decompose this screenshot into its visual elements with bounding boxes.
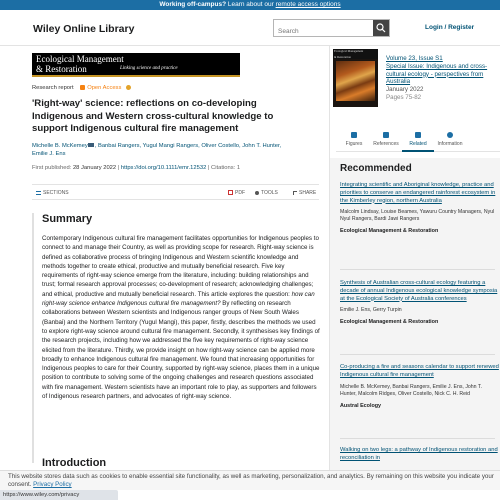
related-icon bbox=[415, 132, 421, 138]
list-item bbox=[340, 447, 500, 463]
journal-tagline: Linking science and practice bbox=[120, 66, 178, 71]
special-issue-link[interactable]: Special Issue: Indigenous and cross-cultural ecology - perspectives from Australia bbox=[386, 62, 488, 86]
tab-information[interactable] bbox=[434, 130, 466, 152]
recommended-title-link[interactable]: Co-producing a fire and seasons calendar to support renewed Indigenous cultural fire management bbox=[340, 364, 499, 378]
tab-label: Related bbox=[409, 141, 427, 147]
publication-info bbox=[32, 165, 240, 171]
figures-icon bbox=[351, 132, 357, 138]
cookie-text: This website stores data such as cookies to enable essential site functionality, as well as marketing, personalization, and analytics. By remaining on this website you indicate your consent. bbox=[8, 473, 494, 488]
share-icon bbox=[293, 191, 297, 195]
offcampus-text: Learn about our bbox=[226, 1, 276, 8]
recommended-authors: Emilie J. Ens, Gerry Turpin bbox=[340, 307, 402, 314]
search-input[interactable] bbox=[274, 24, 372, 40]
journal-title-line2: & Restoration bbox=[36, 64, 87, 74]
issue-cover[interactable] bbox=[333, 49, 378, 107]
recommended-title-link[interactable]: Walking on two legs: a pathway of Indigenous restoration and reconciliation in bbox=[340, 447, 498, 461]
wrench-icon bbox=[255, 191, 259, 195]
summary-heading: Summary bbox=[42, 213, 93, 225]
information-icon bbox=[447, 132, 453, 138]
cover-image bbox=[336, 61, 375, 101]
list-item bbox=[340, 182, 500, 234]
browser-status-url: https://www.wiley.com/privacy bbox=[0, 490, 118, 500]
article-meta bbox=[32, 85, 131, 91]
share-button[interactable] bbox=[293, 190, 316, 196]
author-list: Michelle B. McKemey , Banbai Rangers, Yugul Mangi Rangers, Oliver Costello, John T. Hunter, Emilie J. Ens bbox=[32, 143, 282, 157]
summary-part1: Contemporary Indigenous cultural fire management facilitates opportunities for Indigenous peoples to connect to and manage their Country, as well as providing scope for research. Right-way science is defined as collaborative process of bringing Indigenous and Western scientific knowledge and methods together to create ethical, productive and mutually beneficial research. Five key requirements of right-way science emerge from the literature, including: building relationships and trust; formal research approval processes; co-development of research; acknowledging challenges; and ethical, productive and mutually beneficial research. This article explores the question: bbox=[42, 235, 319, 298]
badge-icon bbox=[126, 85, 131, 90]
recommended-journal: Austral Ecology bbox=[340, 402, 382, 409]
author-link[interactable]: Banbai Rangers bbox=[97, 143, 140, 149]
recommended-title-link[interactable]: Synthesis of Australian cross-cultural ecology featuring a decade of annual Indigenous ecological knowledge symposia at the Ecological Society of Australia conferences bbox=[340, 280, 498, 302]
remote-access-banner bbox=[0, 0, 500, 10]
recommended-journal: Ecological Management & Restoration bbox=[340, 319, 439, 326]
divider bbox=[340, 269, 495, 270]
cover-title-line2: & Restoration bbox=[334, 54, 351, 59]
tab-label: Information bbox=[437, 141, 463, 147]
journal-title bbox=[36, 54, 124, 74]
summary-part2: By reflecting on research collaborations between Western scientists and Indigenous ranger groups of New South Wales (Banbai) and the Northern Territory (Yugul Mangi), this paper, firstly, describes the methods we used to explore right-way science around cultural fire management. Secondly, it synthesises key findings of the research projects, including how we addressed the five key requirements of right-way science elicited from the literature. Thirdly, we provide insight on how right-way science can be applied more broadly to enhance Indigenous cultural fire management. We found that increasing opportunities for Indigenous peoples to care for their Country, supported by right-way science, places them in a unique position to contribute to solving some of the ongoing challenges and research questions associated with fire management. Western scientists have an important role to play, as supporters and followers of Indigenous research partners, and advocates of right-way science. bbox=[42, 300, 320, 401]
first-published-label: First published: bbox=[32, 165, 72, 171]
recommended-journal: Ecological Management & Restoration bbox=[340, 228, 439, 235]
remote-access-link[interactable]: remote access options bbox=[275, 1, 341, 8]
search-box bbox=[273, 19, 390, 37]
recommended-title-link[interactable]: Integrating scientific and Aboriginal knowledge, practice and priorities to conserve an endangered rainforest ecosystem in the Kimberley region, northern Australia bbox=[340, 182, 496, 204]
issue-info bbox=[386, 55, 496, 102]
section-indicator bbox=[32, 213, 34, 463]
cookie-notice bbox=[0, 470, 500, 490]
author-link[interactable]: Oliver Costello bbox=[201, 143, 240, 149]
summary-text bbox=[42, 234, 320, 401]
issue-date: January 2022 bbox=[386, 86, 424, 94]
introduction-heading: Introduction bbox=[42, 457, 107, 469]
sidebar-tabs bbox=[336, 130, 500, 152]
summary-question: how can right-way science enhance Indigenous cultural fire management? bbox=[42, 290, 315, 308]
references-icon bbox=[383, 132, 389, 138]
divider bbox=[340, 438, 495, 439]
recommended-heading: Recommended bbox=[340, 163, 412, 174]
offcampus-label: Working off-campus? bbox=[159, 1, 227, 8]
tab-label: References bbox=[373, 141, 399, 147]
divider bbox=[340, 354, 495, 355]
sections-label: SECTIONS bbox=[43, 190, 69, 196]
pdf-button[interactable] bbox=[228, 190, 245, 196]
separator: | bbox=[117, 165, 121, 171]
search-icon bbox=[376, 23, 386, 33]
wiley-logo[interactable]: Wiley Online Library bbox=[33, 23, 135, 35]
article-type: Research report bbox=[32, 85, 74, 92]
share-label: SHARE bbox=[299, 190, 317, 196]
doi-link[interactable]: https://doi.org/10.1111/emr.12532 bbox=[120, 165, 207, 171]
recommended-authors: Michelle B. McKemey, Banbai Rangers, Emilie J. Ens, John T. Hunter, Malcolm Ridges, Oliver Costello, Nick C. H. Reid bbox=[340, 383, 482, 397]
first-published-date: 28 January 2022 bbox=[72, 165, 117, 171]
pdf-label: PDF bbox=[235, 190, 245, 196]
login-register-link[interactable]: Login / Register bbox=[425, 24, 475, 31]
tools-button[interactable] bbox=[255, 190, 278, 196]
list-icon bbox=[36, 191, 41, 195]
tab-references[interactable] bbox=[370, 130, 402, 152]
privacy-policy-link[interactable]: Privacy Policy bbox=[33, 481, 72, 488]
author-link[interactable]: Emilie J. Ens bbox=[32, 151, 66, 157]
list-item bbox=[340, 364, 500, 409]
open-access-label: Open Access bbox=[87, 85, 122, 92]
journal-title-line1: Ecological Management bbox=[36, 54, 124, 64]
separator: | bbox=[207, 165, 212, 171]
banner-stripe bbox=[32, 75, 240, 77]
pdf-icon bbox=[228, 190, 233, 195]
search-button[interactable] bbox=[373, 20, 389, 36]
volume-link[interactable]: Volume 23, Issue S1 bbox=[386, 55, 443, 62]
tab-label: Figures bbox=[345, 141, 363, 147]
envelope-icon[interactable] bbox=[88, 143, 94, 147]
tools-label: TOOLS bbox=[261, 190, 278, 196]
cover-title-line1: Ecological Management bbox=[334, 49, 364, 53]
tab-figures[interactable] bbox=[338, 130, 370, 152]
cover-header bbox=[333, 49, 378, 59]
article-toolbar bbox=[32, 184, 319, 200]
site-header bbox=[0, 10, 500, 46]
author-link[interactable]: Yugul Mangi Rangers bbox=[142, 143, 199, 149]
citations-count[interactable]: Citations: 1 bbox=[211, 165, 241, 171]
sections-button[interactable] bbox=[36, 190, 69, 196]
recommended-panel bbox=[330, 158, 500, 470]
tab-related[interactable] bbox=[402, 130, 434, 152]
list-item bbox=[340, 280, 500, 325]
author-link[interactable]: John T. Hunter bbox=[242, 143, 280, 149]
recommended-authors: Malcolm Lindsay, Louise Beames, Yawuru Country Managers, Nyul Nyul Rangers, Bardi Jawi Rangers bbox=[340, 209, 495, 223]
author-link[interactable]: Michelle B. McKemey bbox=[32, 143, 88, 149]
journal-banner[interactable] bbox=[32, 53, 240, 77]
article-title: 'Right-way' science: reflections on co-developing Indigenous and Western cross-cultural knowledge to support Indigenous cultural fire management bbox=[32, 98, 274, 134]
issue-pages: Pages 75-82 bbox=[386, 93, 422, 101]
open-access-icon bbox=[80, 85, 85, 90]
